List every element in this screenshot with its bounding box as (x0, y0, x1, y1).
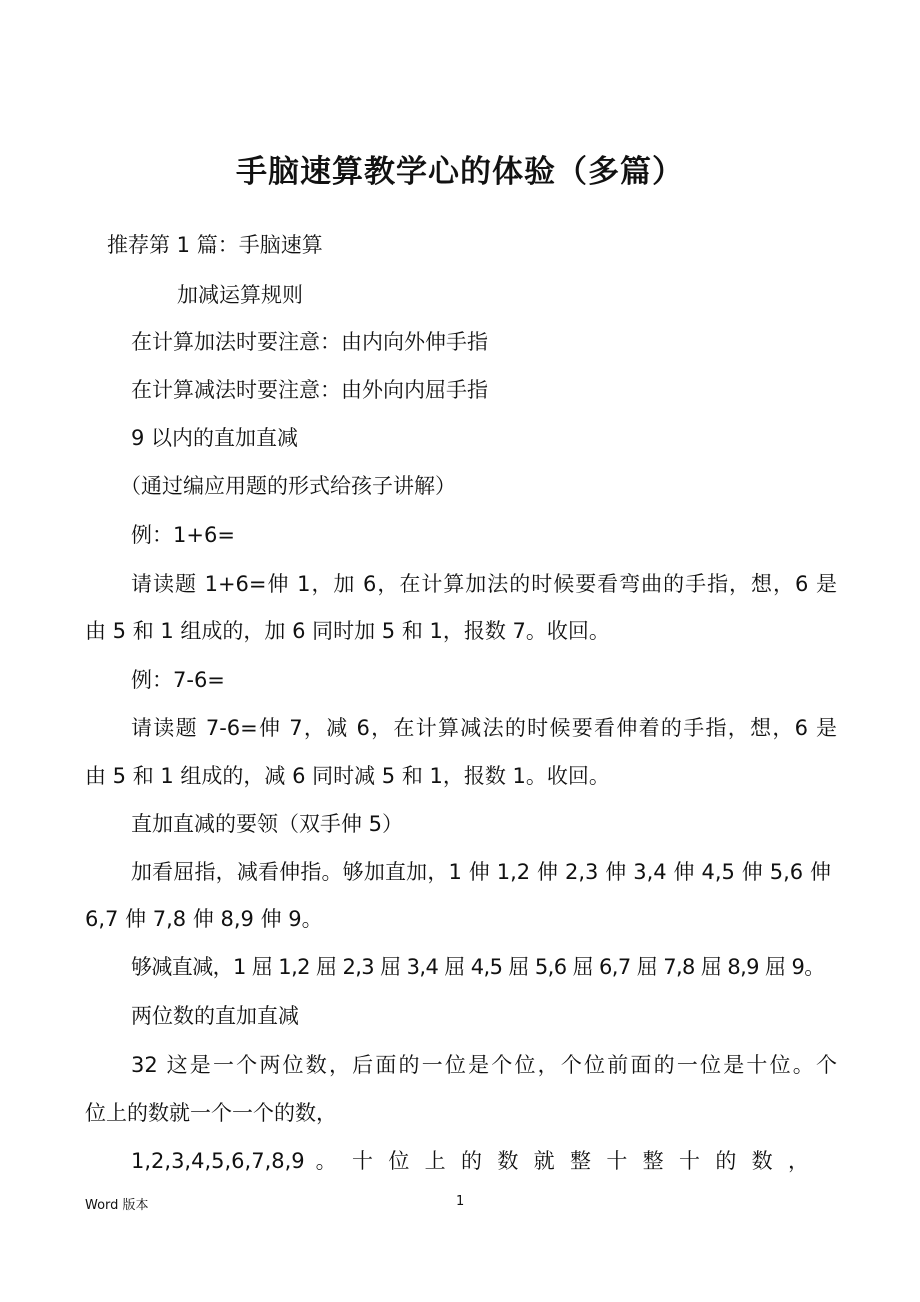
footer-label: Word 版本 (85, 1198, 149, 1213)
paragraph: （通过编应用题的形式给孩子讲解） (120, 474, 456, 498)
paragraph: 32 这是一个两位数，后面的一位是个位，个位前面的一位是十位。个 (131, 1053, 837, 1077)
paragraph: 位上的数就一个一个的数， (85, 1101, 337, 1125)
paragraph: 由 5 和 1 组成的，减 6 同时减 5 和 1，报数 1。收回。 (85, 764, 610, 788)
paragraph: 加看屈指，减看伸指。够加直加，1 伸 1,2 伸 2,3 伸 3,4 伸 4,5 伸 5,6 伸 (131, 860, 831, 884)
paragraph: 例：1+6= (131, 523, 235, 547)
paragraph: 够减直减，1 屈 1,2 屈 2,3 屈 3,4 屈 4,5 屈 5,6 屈 6,7 屈 7,8 屈 8,9 屈 9。 (131, 955, 825, 979)
paragraph: 在计算加法时要注意：由内向外伸手指 (131, 330, 488, 354)
paragraph: 例：7-6= (131, 668, 225, 692)
page-number: 1 (456, 1194, 465, 1209)
paragraph: 由 5 和 1 组成的，加 6 同时加 5 和 1，报数 7。收回。 (85, 619, 610, 643)
paragraph: 6,7 伸 7,8 伸 8,9 伸 9。 (85, 907, 323, 931)
paragraph: 在计算减法时要注意：由外向内屈手指 (131, 378, 488, 402)
paragraph: 两位数的直加直减 (131, 1004, 299, 1028)
paragraph: 9 以内的直加直减 (131, 426, 299, 450)
paragraph: 请读题 1+6=伸 1，加 6，在计算加法的时候要看弯曲的手指，想，6 是 (131, 572, 837, 596)
paragraph: 1,2,3,4,5,6,7,8,9 。 十 位 上 的 数 就 整 十 整 十 的 数 ， (131, 1149, 809, 1173)
paragraph: 直加直减的要领（双手伸 5） (131, 812, 404, 836)
paragraph: 请读题 7-6=伸 7，减 6，在计算减法的时候要看伸着的手指，想，6 是 (131, 716, 837, 740)
subheading: 加减运算规则 (177, 283, 303, 307)
document-title: 手脑速算教学心的体验（多篇） (236, 154, 684, 190)
section-heading: 推荐第 1 篇：手脑速算 (107, 233, 323, 257)
